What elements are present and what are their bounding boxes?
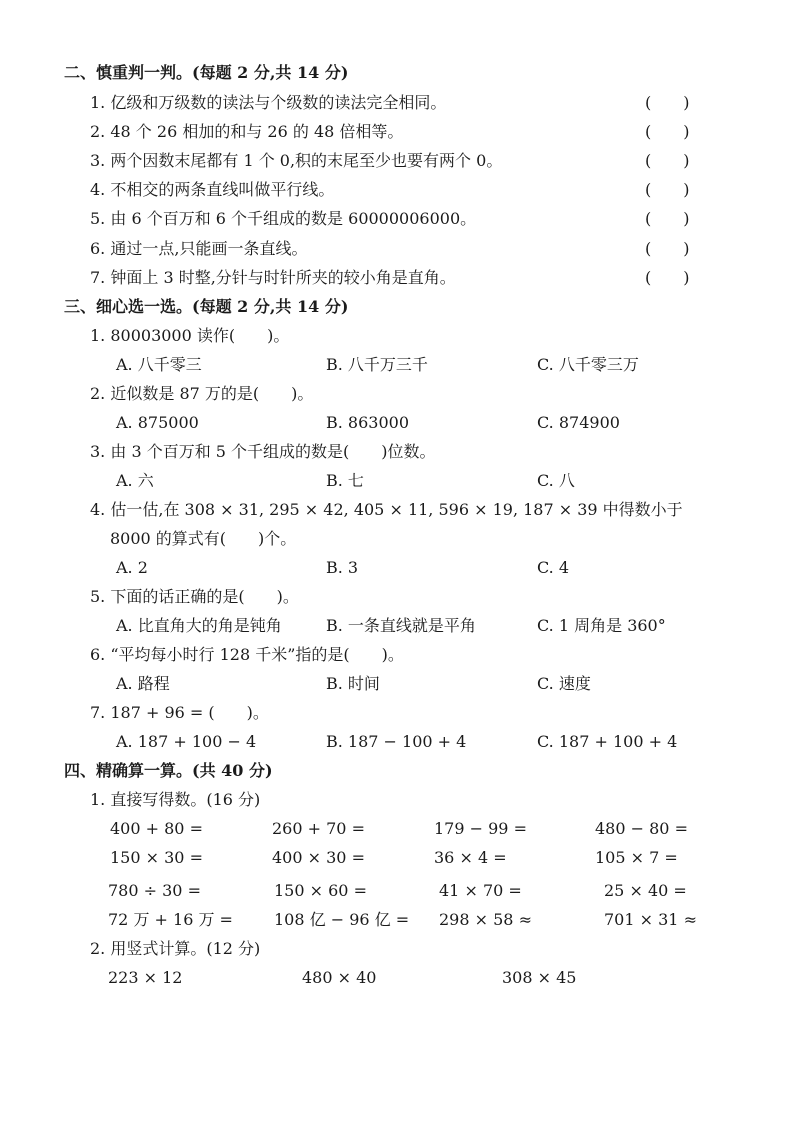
choice-3-option-b[interactable]: B. 七 [326, 471, 364, 490]
answer-blank-5[interactable]: ( ) [645, 209, 690, 228]
direct-calc-item: 25 × 40 = [604, 881, 687, 900]
judge-item-4: 4. 不相交的两条直线叫做平行线。 [90, 180, 335, 199]
direct-calc-heading: 1. 直接写得数。(16 分) [90, 790, 261, 809]
choice-5-option-b[interactable]: B. 一条直线就是平角 [326, 616, 476, 635]
direct-calc-item: 105 × 7 = [595, 848, 678, 867]
choice-1-option-b[interactable]: B. 八千万三千 [326, 355, 428, 374]
direct-calc-item: 400 × 30 = [272, 848, 365, 867]
choice-3-option-c[interactable]: C. 八 [537, 471, 575, 490]
direct-calc-item: 72 万 + 16 万 = [108, 910, 233, 929]
vertical-calc-item: 308 × 45 [502, 968, 577, 987]
choice-6-option-a[interactable]: A. 路程 [116, 674, 170, 693]
section4-title: 四、精确算一算。(共 40 分) [64, 761, 273, 780]
direct-calc-item: 400 + 80 = [110, 819, 203, 838]
choice-7-option-b[interactable]: B. 187 − 100 + 4 [326, 732, 467, 751]
judge-item-7: 7. 钟面上 3 时整,分针与时针所夹的较小角是直角。 [90, 268, 456, 287]
choice-7-option-c[interactable]: C. 187 + 100 + 4 [537, 732, 678, 751]
judge-item-2: 2. 48 个 26 相加的和与 26 的 48 倍相等。 [90, 122, 404, 141]
answer-blank-1[interactable]: ( ) [645, 93, 690, 112]
choice-question-2: 2. 近似数是 87 万的是( )。 [90, 384, 314, 403]
choice-question-4-cont: 8000 的算式有( )个。 [110, 529, 297, 548]
choice-6-option-b[interactable]: B. 时间 [326, 674, 380, 693]
direct-calc-item: 36 × 4 = [434, 848, 507, 867]
answer-blank-3[interactable]: ( ) [645, 151, 690, 170]
choice-1-option-c[interactable]: C. 八千零三万 [537, 355, 639, 374]
section2-title: 二、慎重判一判。(每题 2 分,共 14 分) [64, 63, 349, 82]
judge-item-6: 6. 通过一点,只能画一条直线。 [90, 239, 308, 258]
direct-calc-item: 150 × 60 = [274, 881, 367, 900]
choice-2-option-b[interactable]: B. 863000 [326, 413, 410, 432]
direct-calc-item: 701 × 31 ≈ [604, 910, 697, 929]
direct-calc-item: 780 ÷ 30 = [108, 881, 201, 900]
direct-calc-item: 150 × 30 = [110, 848, 203, 867]
choice-question-5: 5. 下面的话正确的是( )。 [90, 587, 299, 606]
answer-blank-7[interactable]: ( ) [645, 268, 690, 287]
direct-calc-item: 480 − 80 = [595, 819, 688, 838]
choice-5-option-c[interactable]: C. 1 周角是 360° [537, 616, 666, 635]
answer-blank-6[interactable]: ( ) [645, 239, 690, 258]
answer-blank-2[interactable]: ( ) [645, 122, 690, 141]
judge-item-3: 3. 两个因数末尾都有 1 个 0,积的末尾至少也要有两个 0。 [90, 151, 503, 170]
judge-item-1: 1. 亿级和万级数的读法与个级数的读法完全相同。 [90, 93, 447, 112]
direct-calc-item: 298 × 58 ≈ [439, 910, 532, 929]
choice-question-1: 1. 80003000 读作( )。 [90, 326, 290, 345]
judge-item-5: 5. 由 6 个百万和 6 个千组成的数是 60000006000。 [90, 209, 477, 228]
vertical-calc-item: 480 × 40 [302, 968, 377, 987]
direct-calc-item: 260 + 70 = [272, 819, 365, 838]
choice-5-option-a[interactable]: A. 比直角大的角是钝角 [116, 616, 282, 635]
choice-4-option-c[interactable]: C. 4 [537, 558, 570, 577]
choice-question-7: 7. 187 + 96 = ( )。 [90, 703, 269, 722]
choice-6-option-c[interactable]: C. 速度 [537, 674, 591, 693]
direct-calc-item: 108 亿 − 96 亿 = [274, 910, 410, 929]
vertical-calc-heading: 2. 用竖式计算。(12 分) [90, 939, 261, 958]
choice-7-option-a[interactable]: A. 187 + 100 − 4 [116, 732, 257, 751]
choice-2-option-a[interactable]: A. 875000 [116, 413, 199, 432]
answer-blank-4[interactable]: ( ) [645, 180, 690, 199]
choice-question-3: 3. 由 3 个百万和 5 个千组成的数是( )位数。 [90, 442, 436, 461]
choice-question-4: 4. 估一估,在 308 × 31, 295 × 42, 405 × 11, 596 × 19, 187 × 39 中得数小于 [90, 500, 683, 519]
choice-3-option-a[interactable]: A. 六 [116, 471, 154, 490]
section3-title: 三、细心选一选。(每题 2 分,共 14 分) [64, 297, 349, 316]
choice-4-option-a[interactable]: A. 2 [116, 558, 148, 577]
choice-question-6: 6. “平均每小时行 128 千米”指的是( )。 [90, 645, 404, 664]
direct-calc-item: 179 − 99 = [434, 819, 527, 838]
vertical-calc-item: 223 × 12 [108, 968, 183, 987]
choice-4-option-b[interactable]: B. 3 [326, 558, 359, 577]
choice-2-option-c[interactable]: C. 874900 [537, 413, 620, 432]
choice-1-option-a[interactable]: A. 八千零三 [116, 355, 202, 374]
direct-calc-item: 41 × 70 = [439, 881, 522, 900]
